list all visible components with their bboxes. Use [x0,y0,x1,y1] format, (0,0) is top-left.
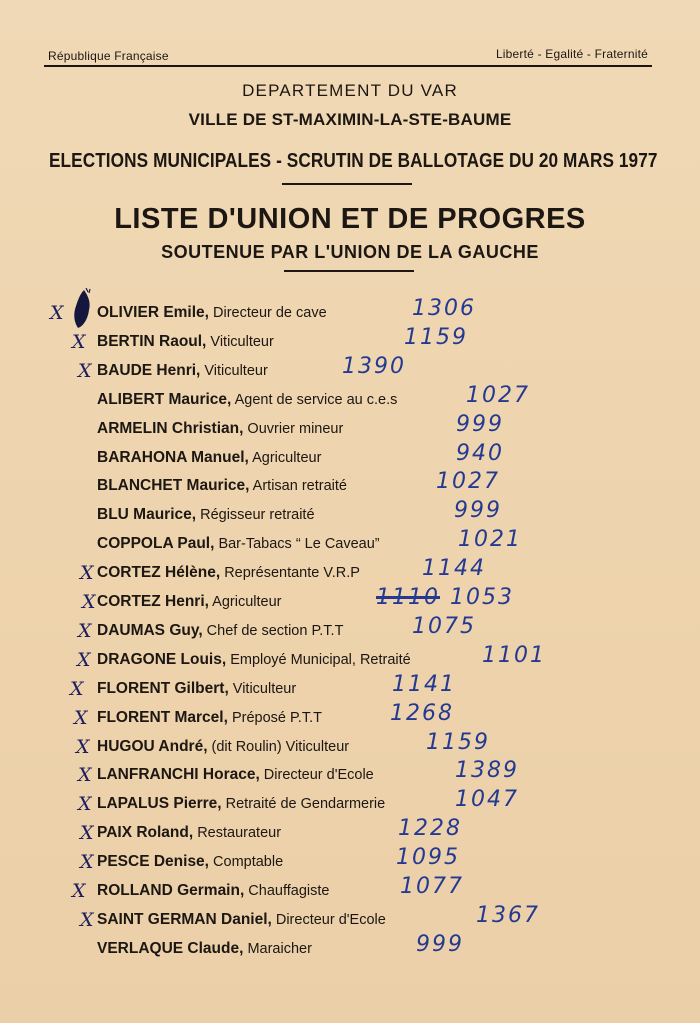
candidate-row [0,585,700,618]
candidate-name: CORTEZ Hélène, [97,564,221,581]
header-motto: Liberté - Egalité - Fraternité [495,47,648,61]
town-heading: VILLE DE ST-MAXIMIN-LA-STE-BAUME [188,110,512,129]
candidate-entry [97,564,360,582]
header-rule [44,65,652,67]
candidate-entry [97,593,282,611]
divider-lower [284,270,414,272]
candidate-name: COPPOLA Paul, [97,535,215,552]
vote-count: 1159 [404,325,468,350]
candidate-row [0,845,700,878]
vote-count: 1077 [400,874,464,899]
struck-vote-count: 1110 [376,585,440,610]
vote-count: 999 [416,932,464,957]
check-mark-icon: X [74,707,88,729]
check-mark-icon: X [70,678,84,700]
check-mark-icon: X [76,736,90,758]
candidate-entry [97,506,315,524]
candidate-row [0,412,700,445]
candidate-occupation: Artisan retraité [249,478,347,494]
header-line [44,47,652,67]
candidate-occupation: Viticulteur [206,334,274,350]
candidate-row [0,498,700,531]
candidate-entry [97,738,349,756]
candidate-name: BERTIN Raoul, [97,333,207,350]
candidate-name: FLORENT Gilbert, [97,680,229,697]
candidate-occupation: Agriculteur [248,450,322,466]
candidate-name: BAUDE Henri, [97,362,201,379]
check-mark-icon: X [72,880,86,902]
candidate-occupation: Directeur d'Ecole [271,912,386,928]
check-mark-icon: X [78,360,92,382]
list-subtitle: SOUTENUE PAR L'UNION DE LA GAUCHE [161,242,539,262]
candidate-occupation: Chauffagiste [244,883,330,899]
check-mark-icon: X [78,764,92,786]
candidate-name: PESCE Denise, [97,853,209,870]
vote-count: 1053 [450,585,514,610]
candidate-row [0,787,700,820]
vote-count: 1367 [476,903,540,928]
divider-upper [282,183,412,185]
candidate-entry [97,824,281,842]
check-mark-icon: X [80,562,94,584]
candidate-entry [97,911,386,929]
candidate-name: BARAHONA Manuel, [97,449,249,466]
vote-count: 999 [456,412,504,437]
candidate-occupation: Employé Municipal, Retraité [226,652,411,668]
candidate-name: BLANCHET Maurice, [97,477,250,494]
vote-count: 1390 [342,354,406,379]
candidate-entry [97,882,329,900]
candidate-row [0,441,700,474]
candidate-name: DAUMAS Guy, [97,622,203,639]
list-title: LISTE D'UNION ET DE PROGRES [114,203,586,235]
candidate-occupation: Retraité de Gendarmerie [221,796,386,812]
candidate-row [0,701,700,734]
candidate-name: ARMELIN Christian, [97,420,244,437]
candidate-occupation: Viticulteur [200,363,268,379]
candidate-name: OLIVIER Emile, [97,304,209,321]
candidate-occupation: Bar-Tabacs “ Le Caveau” [214,536,380,552]
candidate-row [0,469,700,502]
candidate-occupation: Restaurateur [193,825,282,841]
candidate-name: DRAGONE Louis, [97,651,227,668]
candidate-row [0,903,700,936]
candidate-row [0,354,700,387]
candidate-occupation: Viticulteur [228,681,297,697]
candidate-name: ALIBERT Maurice, [97,391,232,408]
candidate-occupation: Régisseur retraité [196,507,315,523]
vote-count: 940 [456,441,504,466]
candidate-row [0,932,700,965]
candidate-occupation: Directeur d'Ecole [259,767,374,783]
vote-count: 1021 [458,527,522,552]
candidate-name: CORTEZ Henri, [97,593,209,610]
vote-count: 1101 [482,643,546,668]
candidate-occupation: Ouvrier mineur [243,421,344,437]
check-mark-icon: X [80,909,94,931]
department-heading: DEPARTEMENT DU VAR [242,81,458,100]
vote-count: 1027 [466,383,530,408]
candidate-occupation: Directeur de cave [208,305,327,321]
check-mark-icon: X [80,851,94,873]
candidate-entry [97,477,347,495]
vote-count: 1095 [396,845,460,870]
candidate-row [0,527,700,560]
candidate-name: ROLLAND Germain, [97,882,245,899]
candidate-occupation: Maraicher [243,941,312,957]
candidate-name: LANFRANCHI Horace, [97,766,260,783]
vote-count: 1306 [412,296,476,321]
candidate-row [0,816,700,849]
check-mark-icon: X [72,331,86,353]
candidate-row [0,296,700,329]
candidate-occupation: Agriculteur [208,594,282,610]
elections-heading: ELECTIONS MUNICIPALES - SCRUTIN DE BALLOTAGE DU 20 MARS 1977 [49,150,658,172]
candidate-occupation: (dit Roulin) Viticulteur [207,739,350,755]
candidate-entry [97,333,274,351]
candidate-entry [97,795,385,813]
candidate-name: VERLAQUE Claude, [97,940,244,957]
candidate-entry [97,362,268,380]
candidate-entry [97,391,397,409]
candidate-name: FLORENT Marcel, [97,709,228,726]
candidate-name: LAPALUS Pierre, [97,795,222,812]
vote-count: 1141 [392,672,456,697]
candidate-list [0,296,700,980]
header-republique: République Française [48,49,169,63]
candidate-row [0,874,700,907]
check-mark-icon: X [78,793,92,815]
vote-count: 1228 [398,816,462,841]
vote-count: 1159 [426,730,490,755]
candidate-entry [97,304,327,322]
vote-count: 1389 [455,758,519,783]
vote-count: 1144 [422,556,486,581]
candidate-entry [97,709,322,727]
candidate-row [0,643,700,676]
candidate-row [0,556,700,589]
check-mark-icon: X [77,649,91,671]
vote-count: 1047 [455,787,519,812]
candidate-row [0,614,700,647]
candidate-row [0,383,700,416]
candidate-occupation: Préposé P.T.T [227,710,322,726]
candidate-entry [97,420,343,438]
candidate-entry [97,535,380,553]
candidate-entry [97,940,312,958]
candidate-occupation: Représentante V.R.P [220,565,360,581]
candidate-name: BLU Maurice, [97,506,197,523]
candidate-occupation: Chef de section P.T.T [202,623,344,639]
candidate-name: HUGOU André, [97,738,208,755]
candidate-occupation: Agent de service au c.e.s [231,392,398,408]
candidate-row [0,730,700,763]
candidate-occupation: Comptable [209,854,284,870]
candidate-row [0,758,700,791]
check-mark-icon: X [50,302,64,324]
check-mark-icon: X [78,620,92,642]
candidate-entry [97,766,374,784]
vote-count: 999 [454,498,502,523]
candidate-entry [97,651,411,669]
candidate-row [0,672,700,705]
candidate-entry [97,449,321,467]
candidate-name: PAIX Roland, [97,824,194,841]
check-mark-icon: X [82,591,96,613]
candidate-entry [97,853,283,871]
candidate-entry [97,622,343,640]
vote-count: 1268 [390,701,454,726]
candidate-entry [97,680,296,698]
check-mark-icon: X [80,822,94,844]
vote-count: 1027 [436,469,500,494]
vote-count: 1075 [412,614,476,639]
candidate-name: SAINT GERMAN Daniel, [97,911,272,928]
